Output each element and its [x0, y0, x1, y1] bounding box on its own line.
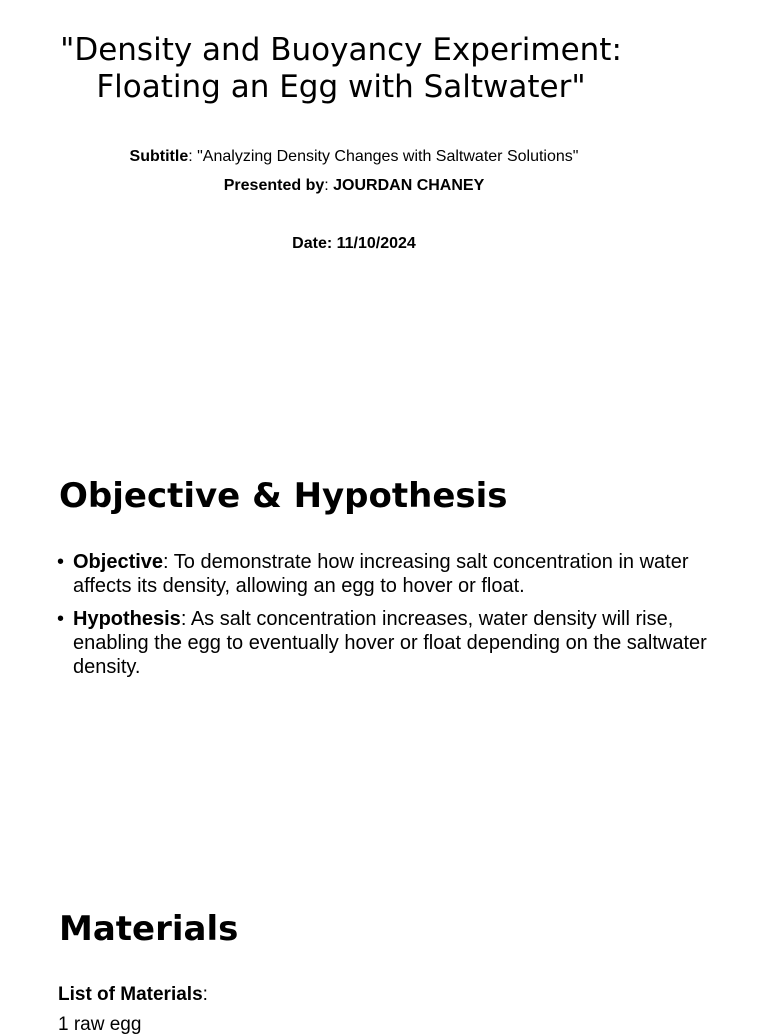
- objective-heading: Objective & Hypothesis: [59, 476, 508, 516]
- presenter-line: [0, 176, 708, 196]
- materials-list-label-text: List of Materials: [58, 984, 203, 1005]
- materials-list-label: [58, 984, 208, 1006]
- objective-bullet: [57, 550, 717, 598]
- subtitle-label: Subtitle: [129, 148, 189, 165]
- objective-bullet-list: [57, 550, 717, 688]
- presenter-label: Presented by: [223, 177, 325, 194]
- title-line-2: Floating an Egg with Saltwater": [96, 69, 586, 105]
- presenter-name: JOURDAN CHANEY: [333, 177, 485, 194]
- materials-heading: Materials: [59, 909, 239, 949]
- subtitle-text: : "Analyzing Density Changes with Saltwater Solutions": [188, 148, 579, 165]
- presentation-title: [20, 32, 662, 106]
- date-line: [0, 234, 708, 254]
- presenter-separator: :: [324, 177, 334, 194]
- materials-list-label-sep: :: [202, 984, 208, 1005]
- title-slide: [0, 0, 768, 400]
- subtitle-line: [0, 147, 708, 167]
- bullet-dot-icon: •: [57, 551, 65, 573]
- bullet-dot-icon: •: [57, 608, 65, 630]
- objective-text: : To demonstrate how increasing salt concentration in water affects its density, allowing an egg to hover or float.: [73, 551, 689, 597]
- title-line-1: "Density and Buoyancy Experiment:: [60, 32, 622, 68]
- hypothesis-text: : As salt concentration increases, water density will rise, enabling the egg to eventually hover or float depending on the saltwater density.: [73, 608, 707, 678]
- materials-list-item: 1 raw egg: [58, 1014, 142, 1035]
- date-text: Date: 11/10/2024: [292, 235, 416, 252]
- hypothesis-label: Hypothesis: [73, 608, 181, 630]
- hypothesis-bullet: [57, 607, 717, 679]
- objective-label: Objective: [73, 551, 164, 573]
